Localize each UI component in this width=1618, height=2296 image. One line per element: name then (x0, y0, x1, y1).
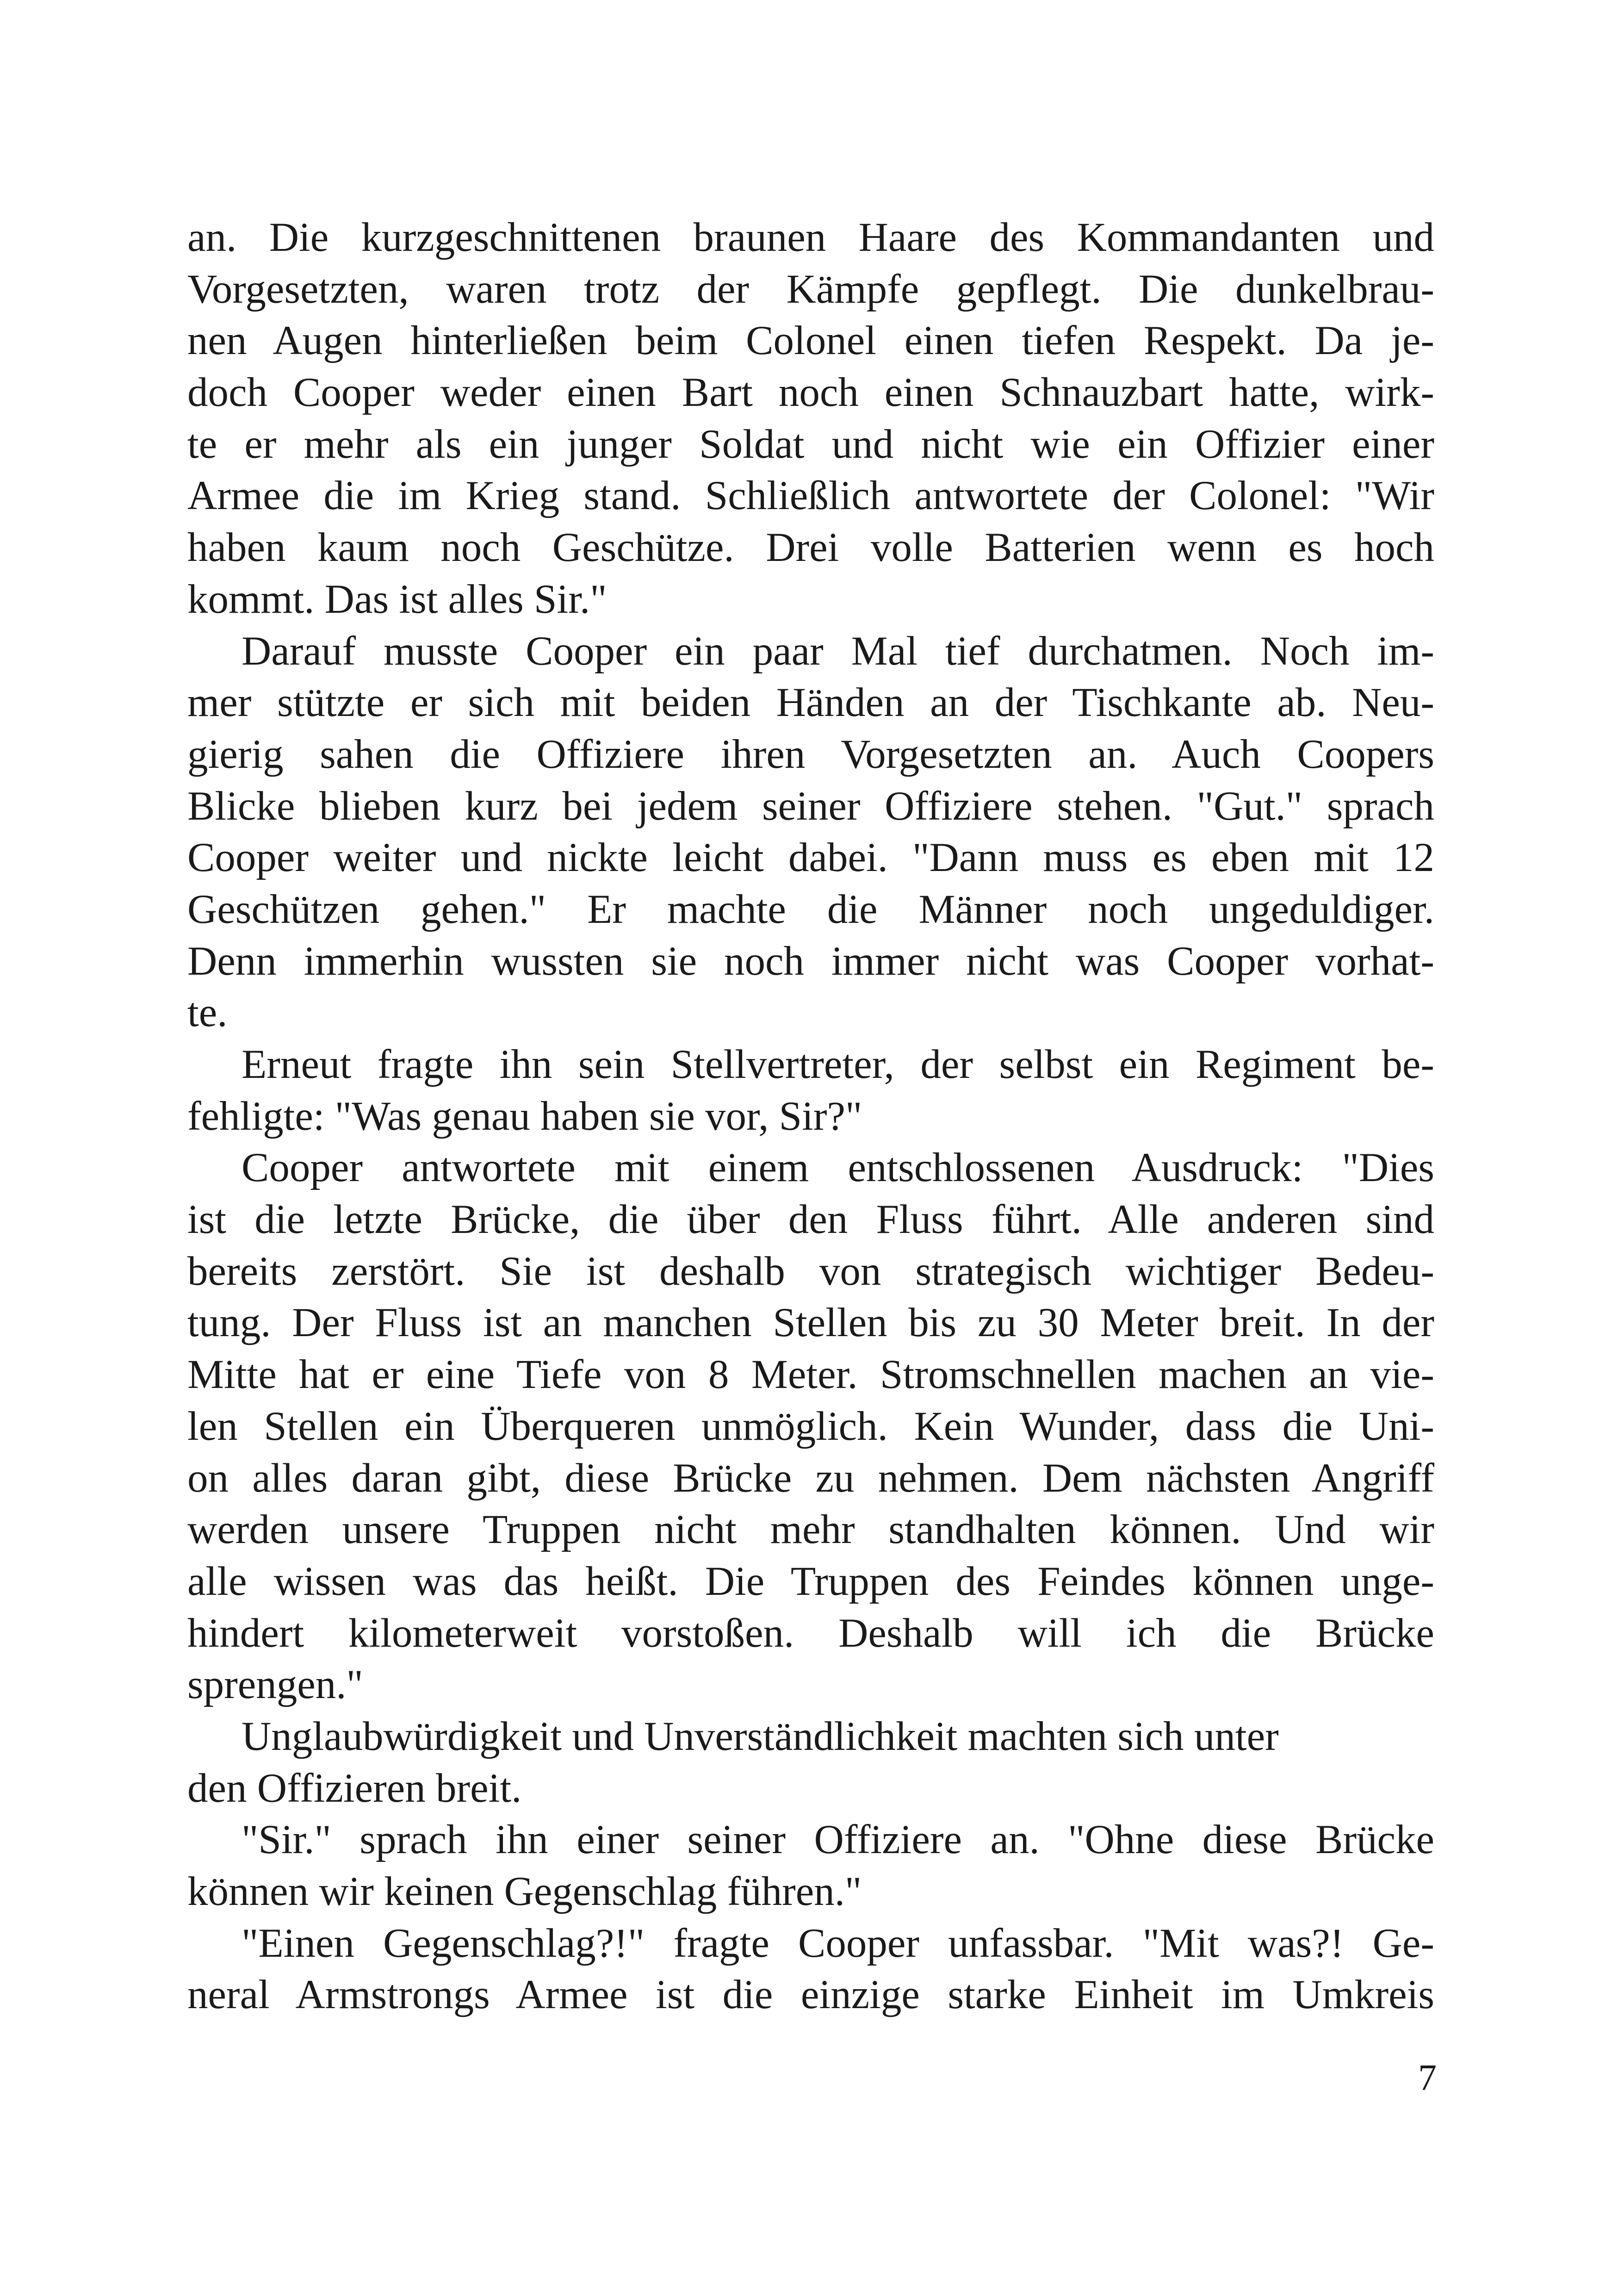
text-line: kommt. Das ist alles Sir." (187, 576, 607, 622)
text-line: "Einen Gegenschlag?!" fragte Cooper unfassbar. "Mit was?! Ge- (242, 1920, 1434, 1966)
text-line: Mitte hat er eine Tiefe von 8 Meter. Stromschnellen machen an vie- (187, 1352, 1434, 1398)
text-line: alle wissen was das heißt. Die Truppen des Feindes können unge- (187, 1558, 1434, 1604)
text-line: doch Cooper weder einen Bart noch einen Schnauzbart hatte, wirk- (187, 370, 1434, 416)
body-text (187, 212, 1434, 2021)
text-line: fehligte: "Was genau haben sie vor, Sir?" (187, 1093, 862, 1139)
text-line: hindert kilometerweit vorstoßen. Deshalb will ich die Brücke (187, 1610, 1434, 1656)
text-line: den Offizieren breit. (187, 1765, 522, 1811)
text-line: neral Armstrongs Armee ist die einzige starke Einheit im Umkreis (187, 1972, 1434, 2018)
text-line: Denn immerhin wussten sie noch immer nicht was Cooper vorhat- (187, 938, 1434, 984)
text-line: können wir keinen Gegenschlag führen." (187, 1869, 862, 1914)
text-line: mer stützte er sich mit beiden Händen an der Tischkante ab. Neu- (187, 680, 1434, 726)
text-line: Vorgesetzten, waren trotz der Kämpfe gepflegt. Die dunkelbrau- (187, 266, 1434, 312)
text-line: gierig sahen die Offiziere ihren Vorgesetzten an. Auch Coopers (187, 731, 1434, 777)
text-line: ist die letzte Brücke, die über den Fluss führt. Alle anderen sind (187, 1197, 1434, 1243)
text-line: sprengen." (187, 1662, 363, 1708)
text-line: an. Die kurzgeschnittenen braunen Haare des Kommandanten und (187, 215, 1434, 260)
text-line: len Stellen ein Überqueren unmöglich. Kein Wunder, dass die Uni- (187, 1403, 1434, 1449)
text-line: nen Augen hinterließen beim Colonel einen tiefen Respekt. Da je- (187, 318, 1434, 364)
text-line: Geschützen gehen." Er machte die Männer noch ungeduldiger. (187, 886, 1434, 932)
text-line: bereits zerstört. Sie ist deshalb von strategisch wichtiger Bedeu- (187, 1248, 1434, 1294)
text-line: on alles daran gibt, diese Brücke zu nehmen. Dem nächsten Angriff (187, 1455, 1434, 1501)
text-line: Armee die im Krieg stand. Schließlich antwortete der Colonel: "Wir (187, 473, 1434, 519)
text-line: te. (187, 990, 228, 1036)
text-line: Blicke blieben kurz bei jedem seiner Offiziere stehen. "Gut." sprach (187, 783, 1434, 829)
text-line: Unglaubwürdigkeit und Unverständlichkeit machten sich unter (242, 1713, 1279, 1759)
text-line: Cooper weiter und nickte leicht dabei. "Dann muss es eben mit 12 (187, 835, 1434, 881)
text-line: werden unsere Truppen nicht mehr standhalten können. Und wir (187, 1507, 1434, 1553)
text-line: "Sir." sprach ihn einer seiner Offiziere an. "Ohne diese Brücke (242, 1817, 1434, 1863)
text-line: te er mehr als ein junger Soldat und nicht wie ein Offizier einer (187, 421, 1434, 467)
text-line: tung. Der Fluss ist an manchen Stellen bis zu 30 Meter breit. In der (187, 1300, 1434, 1346)
text-line: Cooper antwortete mit einem entschlossenen Ausdruck: "Dies (242, 1145, 1434, 1191)
text-line: haben kaum noch Geschütze. Drei volle Batterien wenn es hoch (187, 525, 1434, 571)
text-line: Erneut fragte ihn sein Stellvertreter, der selbst ein Regiment be- (242, 1042, 1434, 1087)
text-line: Darauf musste Cooper ein paar Mal tief durchatmen. Noch im- (242, 628, 1434, 674)
page-number: 7 (1418, 2058, 1437, 2098)
